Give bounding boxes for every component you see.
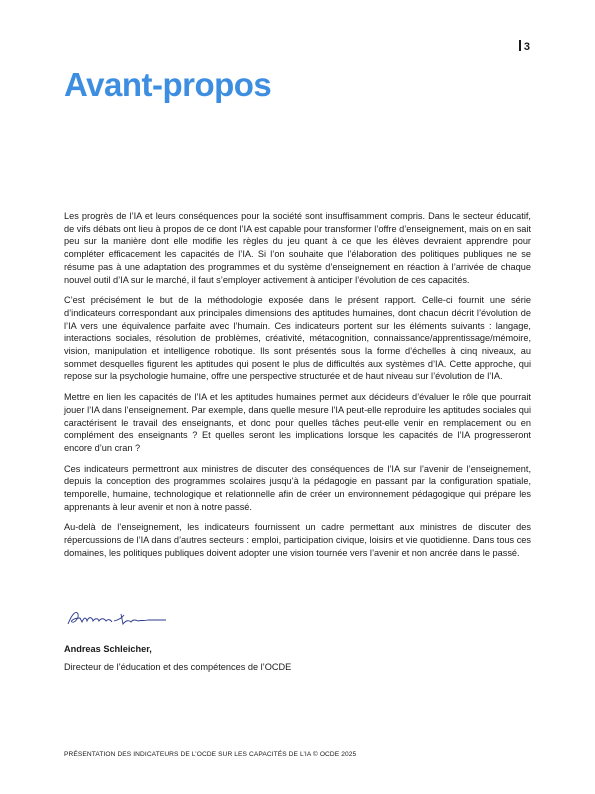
paragraph-2: C’est précisément le but de la méthodologie exposée dans le présent rapport. Celle-ci fournit une série d’indicateurs correspondant aux principales dimensions des aptitudes humaines, dont chacun décrit l’évolution de l’IA vers une équivalence parfaite avec l’humain. Ces indicateurs portent sur les éléments suivants : langage, interactions sociales, résolution de problèmes, créativité, métacognition, connaissance/apprentissage/mémoire, vision, manipulation et intelligence robotique. Ils sont présentés sous la forme d’échelles à cinq niveaux, au sommet desquelles figurent les aptitudes qui posent le plus de difficultés aux systèmes d’IA. Cette approche, qui repose sur la psychologie humaine, offre une perspective structurée et de haut niveau sur l’évolution de l’IA. [64, 295, 531, 382]
page-title: Avant-propos [64, 66, 272, 103]
foreword-body [64, 210, 531, 568]
paragraph-5: Au-delà de l’enseignement, les indicateurs fournissent un cadre permettant aux ministres de discuter des répercussions de l’IA dans d’autres secteurs : emploi, participation civique, loisirs et vie quotidienne. Dans tous ces domaines, les politiques publiques doivent adopter une vision tournée vers l’avenir et non ancrée dans le passé. [64, 522, 531, 558]
author-name: Andreas Schleicher, [64, 644, 152, 654]
paragraph-1: Les progrès de l’IA et leurs conséquences pour la société sont insuffisamment compris. Dans le secteur éducatif, de vifs débats ont lieu à propos de ce dont l’IA est capable pour transformer l’offre d’enseignement, mais on en sait peu sur la manière dont elle modifie les règles du jeu quant à ce que les élèves devraient apprendre pour compléter efficacement les capacités de l’IA. Si l’on souhaite que l’élaboration des politiques publiques ne se résume pas à une adaptation des programmes et du système d’enseignement en réaction à l’arrivée de chaque nouvel outil d’IA sur le marché, il faut s’employer activement à anticiper l’évolution de ces capacités. [64, 211, 531, 285]
page-footer: PRÉSENTATION DES INDICATEURS DE L’OCDE SUR LES CAPACITÉS DE L’IA © OCDE 2025 [64, 751, 357, 758]
author-role: Directeur de l’éducation et des compétences de l’OCDE [64, 662, 292, 672]
paragraph-4: Ces indicateurs permettront aux ministres de discuter des conséquences de l’IA sur l’avenir de l’enseignement, depuis la conception des programmes scolaires jusqu’à la pédagogie en passant par la configuration spatiale, temporelle, humaine, technologique et relationnelle afin de créer un environnement pédagogique qui prépare les apprenants à leur avenir et non à notre passé. [64, 463, 531, 512]
paragraph-3: Mettre en lien les capacités de l’IA et les aptitudes humaines permet aux décideurs d’évaluer le rôle que pourrait jouer l’IA dans l’enseignement. Par exemple, dans quelle mesure l’IA peut-elle reproduire les aptitudes sociales qui caractérisent le travail des enseignants, et donc pour quelles tâches peut-elle venir en remplacement ou en complément des enseignants ? Et quelles seront les implications lorsque les capacités de l’IA progresseront encore d’un cran ? [64, 392, 531, 453]
page-number: 3 [519, 40, 530, 53]
handwritten-signature [66, 608, 186, 635]
